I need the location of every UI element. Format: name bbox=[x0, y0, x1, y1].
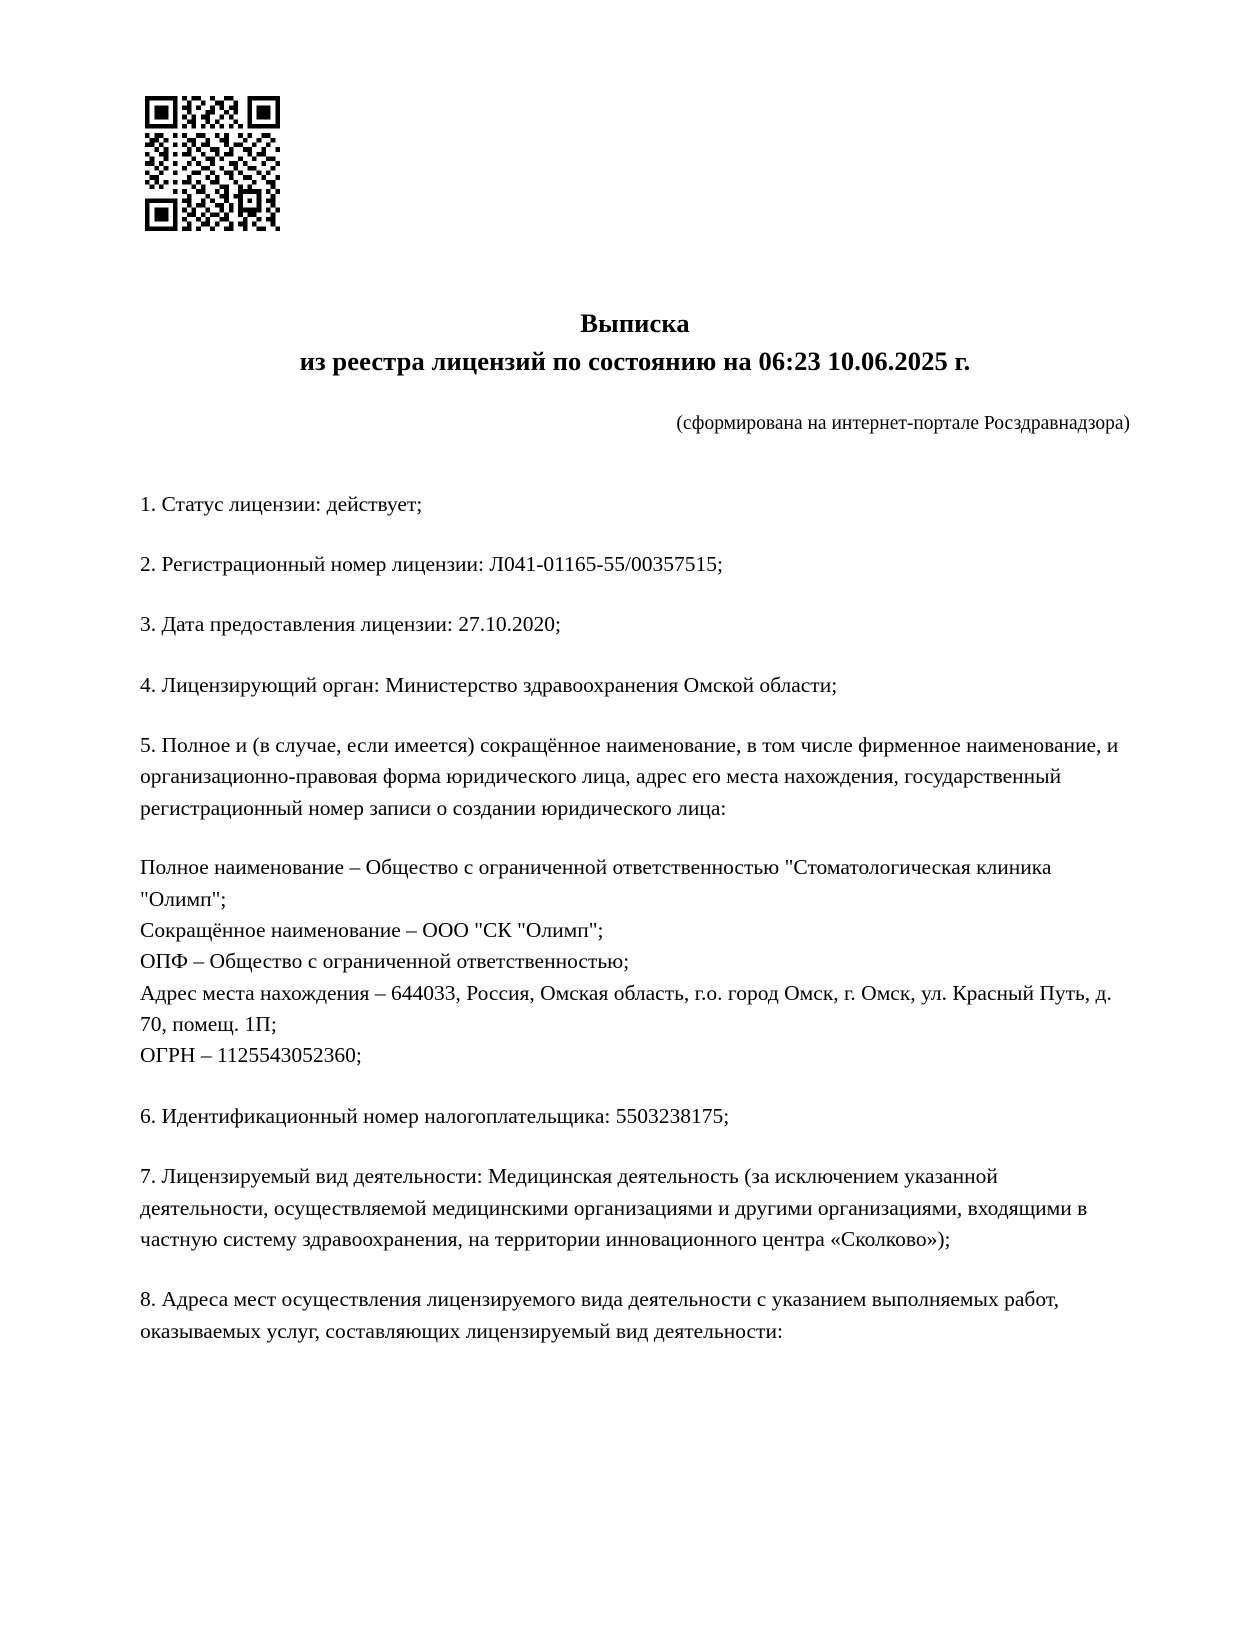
organization-details bbox=[140, 852, 1130, 1072]
document-body bbox=[140, 305, 1130, 1369]
clause-licensing-authority: 4. Лицензирующий орган: Министерство здравоохранения Омской области; bbox=[140, 672, 838, 697]
clause-inn: 6. Идентификационный номер налогоплательщика: 5503238175; bbox=[140, 1103, 730, 1128]
title-line-2: из реестра лицензий по состоянию на 06:23 10.06.2025 г. bbox=[299, 345, 971, 376]
clause-entity-names: 5. Полное и (в случае, если имеется) сокращённое наименование, в том числе фирменное наименование, и организационно-правовая форма юридического лица, адрес его места нахождения, государственный регистрационный номер записи о создании юридического лица: bbox=[140, 733, 1119, 820]
clause-licensed-activity: 7. Лицензируемый вид деятельности: Медицинская деятельность (за исключением указанной деятельности, осуществляемой медицинскими организациями и другими организациями, входящими в частную систему здравоохранения, на территории инновационного центра «Сколково»); bbox=[140, 1164, 1088, 1251]
clause-issue-date: 3. Дата предоставления лицензии: 27.10.2020; bbox=[140, 612, 561, 637]
page-title bbox=[140, 305, 1130, 380]
org-legal-form: ОПФ – Общество с ограниченной ответственностью; bbox=[140, 949, 630, 974]
org-address: Адрес места нахождения – 644033, Россия, Омская область, г.о. город Омск, г. Омск, ул. Красный Путь, д. 70, помещ. 1П; bbox=[140, 980, 1112, 1037]
clause-registration-number: 2. Регистрационный номер лицензии: Л041-01165-55/00357515; bbox=[140, 551, 723, 576]
org-full-name: Полное наименование – Общество с ограниченной ответственностью "Стоматологическая клиника "Олимп"; bbox=[140, 855, 1052, 911]
org-ogrn: ОГРН – 1125543052360; bbox=[140, 1043, 362, 1068]
qr-code-icon bbox=[145, 96, 280, 231]
title-line-1: Выписка bbox=[580, 308, 690, 338]
clause-activity-addresses: 8. Адреса мест осуществления лицензируемого вида деятельности с указанием выполняемых работ, оказываемых услуг, составляющих лицензируемый вид деятельности: bbox=[140, 1287, 1059, 1343]
org-short-name: Сокращённое наименование – ООО "СК "Олимп"; bbox=[140, 917, 604, 942]
clause-status: 1. Статус лицензии: действует; bbox=[140, 491, 423, 516]
document-subtitle: (сформирована на интернет-портале Росздравнадзора) bbox=[676, 413, 1130, 435]
